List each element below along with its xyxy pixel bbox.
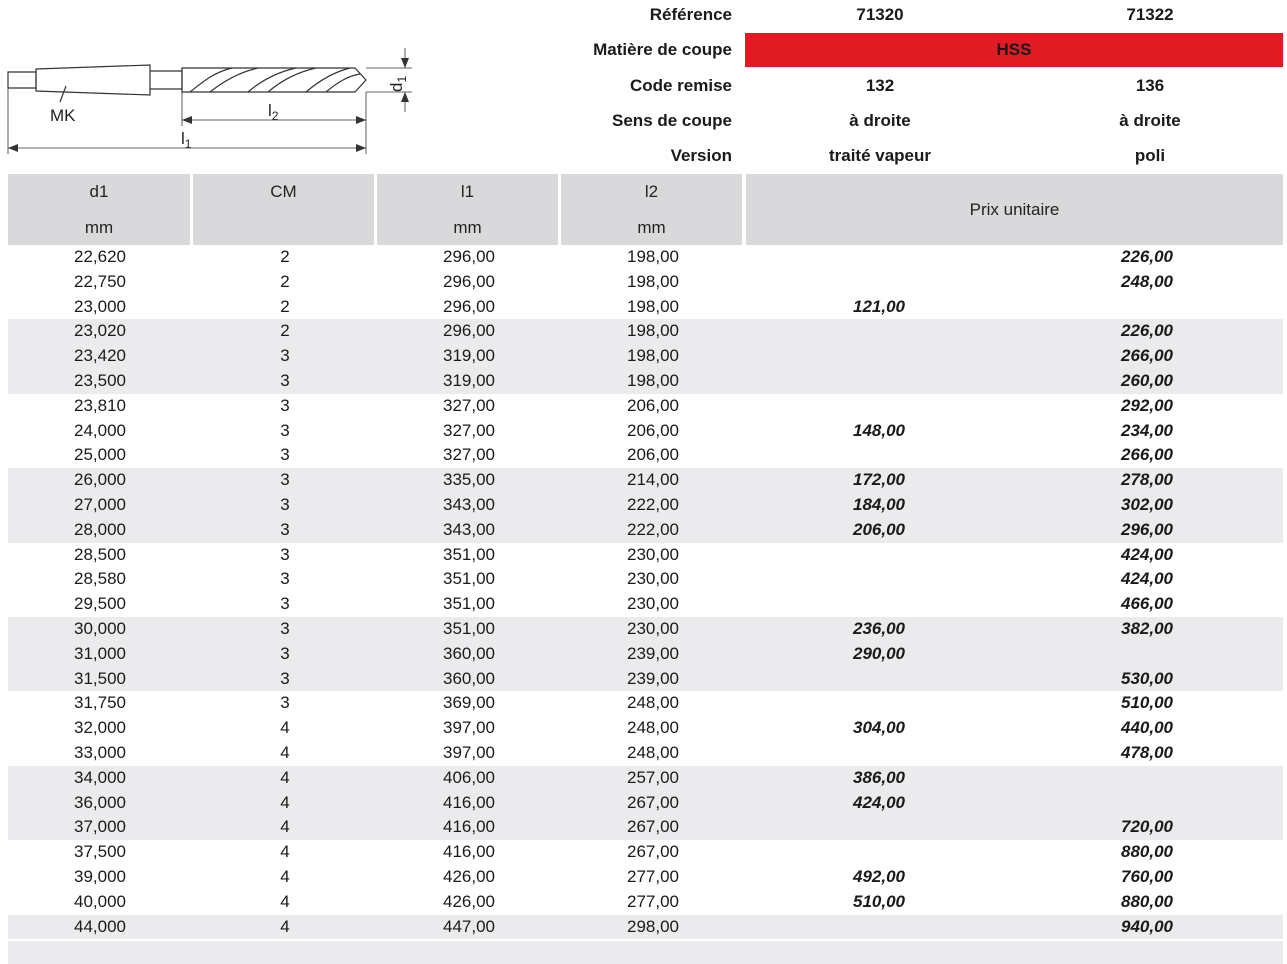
cell-d1: 29,500	[74, 594, 126, 614]
table-row	[8, 791, 1283, 816]
table-row	[8, 319, 1283, 344]
table-row	[8, 369, 1283, 394]
cell-p2: 302,00	[1121, 494, 1173, 514]
cell-l2: 206,00	[627, 395, 679, 415]
cell-cm: 4	[280, 742, 290, 762]
table-row	[8, 741, 1283, 766]
cell-l2: 267,00	[627, 817, 679, 837]
spec-reference-row	[540, 0, 1285, 32]
version-value-1: traité vapeur	[828, 146, 932, 165]
cell-cm: 3	[280, 346, 290, 366]
cell-cm: 2	[280, 321, 290, 341]
cell-l1: 351,00	[443, 618, 495, 638]
cell-p1: 184,00	[853, 494, 905, 514]
cell-p1: 236,00	[853, 618, 905, 638]
direction-value-1: à droite	[849, 111, 911, 130]
cell-l1: 426,00	[443, 866, 495, 886]
cell-d1: 26,000	[74, 470, 126, 490]
table-body	[8, 245, 1283, 939]
cell-d1: 25,000	[74, 445, 126, 465]
cell-l2: 198,00	[627, 321, 679, 341]
cell-p2: 266,00	[1121, 346, 1173, 366]
cell-l2: 230,00	[627, 594, 679, 614]
cell-d1: 31,750	[74, 693, 126, 713]
cell-l1: 327,00	[443, 420, 495, 440]
cell-l2: 222,00	[627, 519, 679, 539]
cell-cm: 3	[280, 569, 290, 589]
table-row	[8, 394, 1283, 419]
drill-drawing	[0, 40, 420, 170]
cell-l1: 351,00	[443, 544, 495, 564]
cell-d1: 32,000	[74, 718, 126, 738]
table-row	[8, 766, 1283, 791]
table-row	[8, 493, 1283, 518]
cell-p2: 260,00	[1121, 370, 1173, 390]
cell-l1: 296,00	[443, 247, 495, 266]
table-header	[8, 174, 1283, 245]
cell-l1: 447,00	[443, 916, 495, 936]
cell-l2: 257,00	[627, 767, 679, 787]
spec-version-row	[540, 139, 1285, 173]
cell-l1: 426,00	[443, 891, 495, 911]
version-label: Version	[670, 146, 732, 165]
cell-p1: 492,00	[853, 866, 905, 886]
cell-cm: 3	[280, 370, 290, 390]
cell-cm: 4	[280, 767, 290, 787]
cell-l2: 248,00	[627, 693, 679, 713]
l1-label: $l_1$	[181, 129, 192, 151]
table-row	[8, 840, 1283, 865]
cell-p1: 386,00	[853, 767, 905, 787]
cell-l1: 343,00	[443, 519, 495, 539]
cell-d1: 27,000	[74, 494, 126, 514]
l2-label: $l_2$	[268, 101, 279, 123]
cell-d1: 36,000	[74, 792, 126, 812]
spec-discount-row	[540, 69, 1285, 103]
cell-p2: 880,00	[1121, 842, 1173, 862]
cell-p2: 510,00	[1121, 693, 1173, 713]
cell-p2: 278,00	[1121, 470, 1173, 490]
reference-value-2: 71322	[1126, 5, 1174, 24]
cell-cm: 3	[280, 494, 290, 514]
cell-l1: 296,00	[443, 271, 495, 291]
cell-l1: 369,00	[443, 693, 495, 713]
spec-direction-row	[540, 104, 1285, 138]
cell-cm: 4	[280, 817, 290, 837]
cell-p2: 226,00	[1121, 321, 1173, 341]
cell-p2: 478,00	[1121, 742, 1173, 762]
cell-p2: 880,00	[1121, 891, 1173, 911]
table-row	[8, 295, 1283, 320]
table-row	[8, 270, 1283, 295]
cell-cm: 2	[280, 247, 290, 266]
cell-p1: 424,00	[853, 792, 905, 812]
header-price	[746, 174, 1283, 245]
cell-cm: 3	[280, 594, 290, 614]
cell-l2: 198,00	[627, 247, 679, 266]
table-row	[8, 667, 1283, 692]
cell-p2: 466,00	[1121, 594, 1173, 614]
cell-d1: 40,000	[74, 891, 126, 911]
cell-d1: 28,000	[74, 519, 126, 539]
table-row	[8, 518, 1283, 543]
cell-d1: 22,750	[74, 271, 126, 291]
cell-l2: 267,00	[627, 842, 679, 862]
reference-value-1: 71320	[856, 5, 904, 24]
cell-d1: 44,000	[74, 916, 126, 936]
drill-tang	[8, 72, 36, 88]
cell-l2: 222,00	[627, 494, 679, 514]
cell-d1: 23,810	[74, 395, 126, 415]
cell-cm: 3	[280, 618, 290, 638]
table-row	[8, 716, 1283, 741]
cell-d1: 23,420	[74, 346, 126, 366]
cell-l2: 230,00	[627, 618, 679, 638]
cell-cm: 4	[280, 891, 290, 911]
header-price-title: Prix unitaire	[969, 200, 1060, 219]
cell-p1: 510,00	[853, 891, 905, 911]
cell-l2: 206,00	[627, 445, 679, 465]
cell-l2: 277,00	[627, 866, 679, 886]
cell-p2: 234,00	[1121, 420, 1173, 440]
header-d1-unit: mm	[84, 218, 114, 237]
table-row	[8, 344, 1283, 369]
cell-cm: 4	[280, 916, 290, 936]
cell-cm: 3	[280, 668, 290, 688]
cell-l1: 360,00	[443, 643, 495, 663]
cell-d1: 23,020	[74, 321, 126, 341]
table-row	[8, 890, 1283, 915]
cell-p2: 424,00	[1121, 544, 1173, 564]
cell-d1: 24,000	[74, 420, 126, 440]
cell-l1: 319,00	[443, 370, 495, 390]
cell-cm: 3	[280, 693, 290, 713]
cell-d1: 23,000	[74, 296, 126, 316]
cell-d1: 30,000	[74, 618, 126, 638]
cell-cm: 3	[280, 420, 290, 440]
material-label: Matière de coupe	[593, 40, 732, 59]
cell-l2: 248,00	[627, 742, 679, 762]
cell-cm: 3	[280, 643, 290, 663]
cell-l1: 296,00	[443, 321, 495, 341]
cell-cm: 3	[280, 470, 290, 490]
table-row	[8, 617, 1283, 642]
reference-label: Référence	[649, 5, 732, 24]
cell-d1: 31,500	[74, 668, 126, 688]
direction-value-2: à droite	[1119, 111, 1181, 130]
cell-p2: 940,00	[1121, 916, 1173, 936]
table-row	[8, 443, 1283, 468]
cell-l1: 327,00	[443, 395, 495, 415]
cell-l1: 397,00	[443, 718, 495, 738]
bottom-band	[8, 941, 1283, 964]
cell-cm: 3	[280, 544, 290, 564]
cell-p2: 382,00	[1121, 618, 1173, 638]
cell-l1: 327,00	[443, 445, 495, 465]
table-row	[8, 419, 1283, 444]
table-row	[8, 468, 1283, 493]
cell-p1: 148,00	[853, 420, 905, 440]
cell-l1: 351,00	[443, 569, 495, 589]
table-row	[8, 815, 1283, 840]
cell-l1: 360,00	[443, 668, 495, 688]
cell-cm: 3	[280, 519, 290, 539]
cell-p2: 530,00	[1121, 668, 1173, 688]
cell-l2: 298,00	[627, 916, 679, 936]
cell-cm: 2	[280, 296, 290, 316]
table-row	[8, 865, 1283, 890]
cell-p1: 172,00	[853, 470, 905, 490]
version-value-2: poli	[1134, 146, 1166, 165]
cell-p1: 304,00	[853, 718, 905, 738]
cell-p2: 440,00	[1121, 718, 1173, 738]
cell-l1: 343,00	[443, 494, 495, 514]
cell-d1: 34,000	[74, 767, 126, 787]
cell-d1: 28,580	[74, 569, 126, 589]
header-l1-unit: mm	[453, 218, 482, 237]
cell-l2: 214,00	[627, 470, 679, 490]
header-l2-title: l2	[644, 182, 659, 201]
cell-d1: 23,500	[74, 370, 126, 390]
cell-p2: 248,00	[1121, 271, 1173, 291]
header-l1	[377, 174, 558, 245]
cell-d1: 37,000	[74, 817, 126, 837]
cell-l1: 351,00	[443, 594, 495, 614]
cell-l1: 416,00	[443, 842, 495, 862]
header-d1-title: d1	[89, 182, 109, 201]
cell-p2: 226,00	[1121, 247, 1173, 266]
cell-d1: 28,500	[74, 544, 126, 564]
cell-d1: 31,000	[74, 643, 126, 663]
discount-label: Code remise	[629, 76, 732, 95]
cell-l1: 319,00	[443, 346, 495, 366]
cell-l2: 277,00	[627, 891, 679, 911]
cell-cm: 3	[280, 395, 290, 415]
cell-p2: 720,00	[1121, 817, 1173, 837]
table-row	[8, 642, 1283, 667]
d1-label: $d_1$	[387, 75, 409, 92]
cell-cm: 4	[280, 792, 290, 812]
material-badge: HSS	[745, 33, 1283, 67]
cell-cm: 3	[280, 445, 290, 465]
discount-value-2: 136	[1135, 76, 1165, 95]
header-d1	[8, 174, 190, 245]
header-cm-title: CM	[270, 182, 297, 201]
cell-p2: 760,00	[1121, 866, 1173, 886]
cell-p1: 290,00	[853, 643, 905, 663]
cell-cm: 4	[280, 718, 290, 738]
cell-d1: 33,000	[74, 742, 126, 762]
cell-cm: 4	[280, 842, 290, 862]
mk-label: MK	[50, 106, 76, 125]
cell-l1: 406,00	[443, 767, 495, 787]
table-row	[8, 691, 1283, 716]
cell-p1: 206,00	[853, 519, 905, 539]
header-l2-unit: mm	[637, 218, 666, 237]
cell-cm: 2	[280, 271, 290, 291]
discount-value-1: 132	[865, 76, 895, 95]
cell-l2: 198,00	[627, 296, 679, 316]
cell-l2: 198,00	[627, 346, 679, 366]
cell-p2: 424,00	[1121, 569, 1173, 589]
cell-d1: 37,500	[74, 842, 126, 862]
table-row	[8, 592, 1283, 617]
cell-cm: 4	[280, 866, 290, 886]
cell-l2: 248,00	[627, 718, 679, 738]
cell-l2: 239,00	[627, 668, 679, 688]
cell-l1: 296,00	[443, 296, 495, 316]
table-row	[8, 567, 1283, 592]
cell-l2: 198,00	[627, 271, 679, 291]
drill-taper-shank	[36, 65, 150, 95]
header-l2	[561, 174, 742, 245]
cell-p2: 296,00	[1121, 519, 1173, 539]
cell-l1: 416,00	[443, 817, 495, 837]
table-row	[8, 543, 1283, 568]
cell-p2: 266,00	[1121, 445, 1173, 465]
cell-l1: 335,00	[443, 470, 495, 490]
header-cm	[193, 174, 374, 245]
spec-material-row	[540, 33, 1285, 67]
cell-l1: 416,00	[443, 792, 495, 812]
cell-d1: 39,000	[74, 866, 126, 886]
header-l1-title: l1	[460, 182, 475, 201]
cell-l1: 397,00	[443, 742, 495, 762]
direction-label: Sens de coupe	[612, 111, 732, 130]
cell-l2: 267,00	[627, 792, 679, 812]
cell-l2: 230,00	[627, 544, 679, 564]
table-row	[8, 915, 1283, 940]
cell-l2: 198,00	[627, 370, 679, 390]
cell-p2: 292,00	[1121, 395, 1173, 415]
cell-l2: 206,00	[627, 420, 679, 440]
table-row	[8, 245, 1283, 270]
cell-d1: 22,620	[74, 247, 126, 266]
cell-p1: 121,00	[853, 296, 905, 316]
cell-l2: 230,00	[627, 569, 679, 589]
cell-l2: 239,00	[627, 643, 679, 663]
